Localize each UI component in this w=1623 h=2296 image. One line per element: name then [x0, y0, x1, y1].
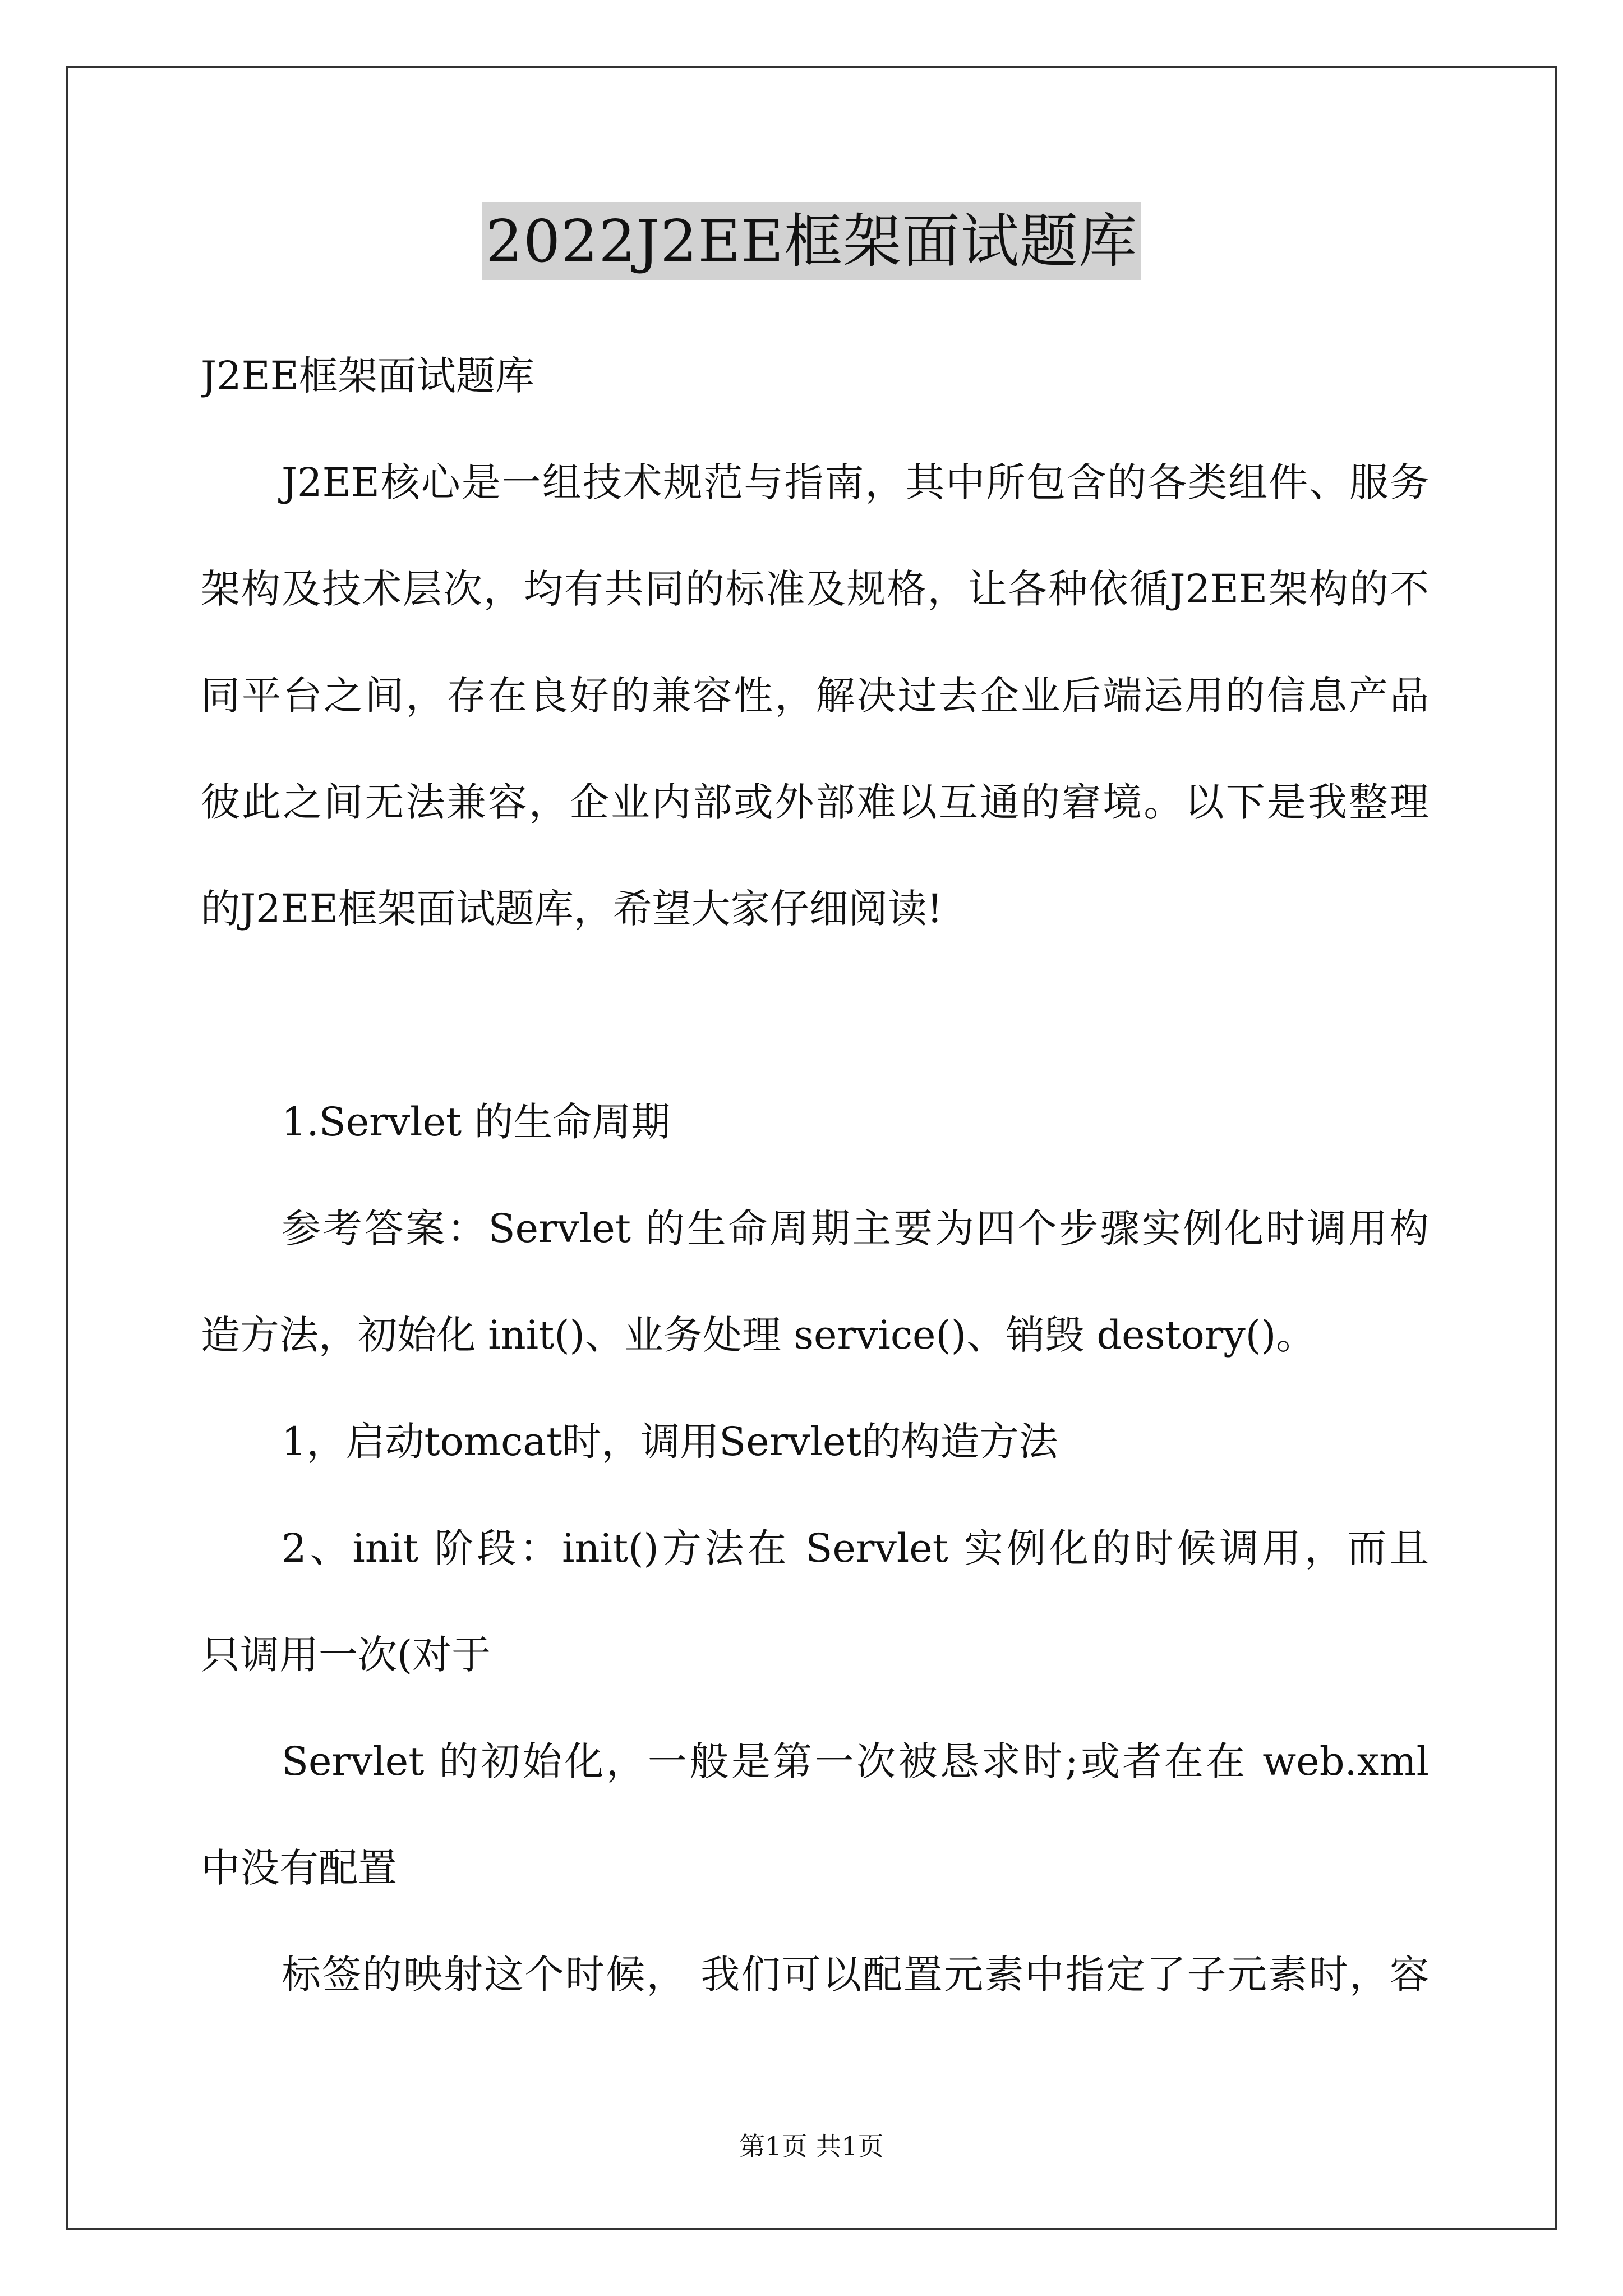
section-heading: 1.Servlet 的生命周期	[282, 1099, 671, 1145]
paragraph-line: J2EE核心是一组技术规范与指南，其中所包含的各类组件、服务	[282, 459, 1429, 505]
page-footer: 第1页 共1页	[739, 2131, 884, 2161]
paragraph-line: 标签的映射这个时候， 我们可以配置元素中指定了子元素时，容	[282, 1952, 1429, 1998]
paragraph-line: 1，启动tomcat时，调用Servlet的构造方法	[282, 1419, 1058, 1465]
paragraph-line: 造方法，初始化 init()、业务处理 service()、销毁 destory()。	[201, 1312, 1316, 1358]
paragraph-line: 2、init 阶段：init()方法在 Servlet 实例化的时候调用，而且	[282, 1525, 1429, 1571]
paragraph-line: 中没有配置	[201, 1845, 397, 1891]
blank-line	[201, 987, 1429, 1094]
paragraph-line: 参考答案：Servlet 的生命周期主要为四个步骤实例化时调用构	[282, 1205, 1429, 1251]
paragraph-line: 只调用一次(对于	[201, 1632, 491, 1678]
paragraph-line: 同平台之间，存在良好的兼容性，解决过去企业后端运用的信息产品	[201, 673, 1429, 719]
document-title: 2022J2EE框架面试题库	[482, 202, 1141, 280]
paragraph-line: 架构及技术层次，均有共同的标准及规格，让各种依循J2EE架构的不	[201, 566, 1429, 612]
paragraph-line: 彼此之间无法兼容，企业内部或外部难以互通的窘境。以下是我整理	[201, 779, 1429, 825]
title-container	[0, 202, 1623, 280]
paragraph-line: Servlet 的初始化，一般是第一次被恳求时;或者在在 web.xml	[282, 1738, 1429, 1784]
paragraph-line: 的J2EE框架面试题库，希望大家仔细阅读!	[201, 886, 943, 932]
document-body	[201, 348, 1429, 2053]
subtitle-line: J2EE框架面试题库	[201, 353, 534, 399]
